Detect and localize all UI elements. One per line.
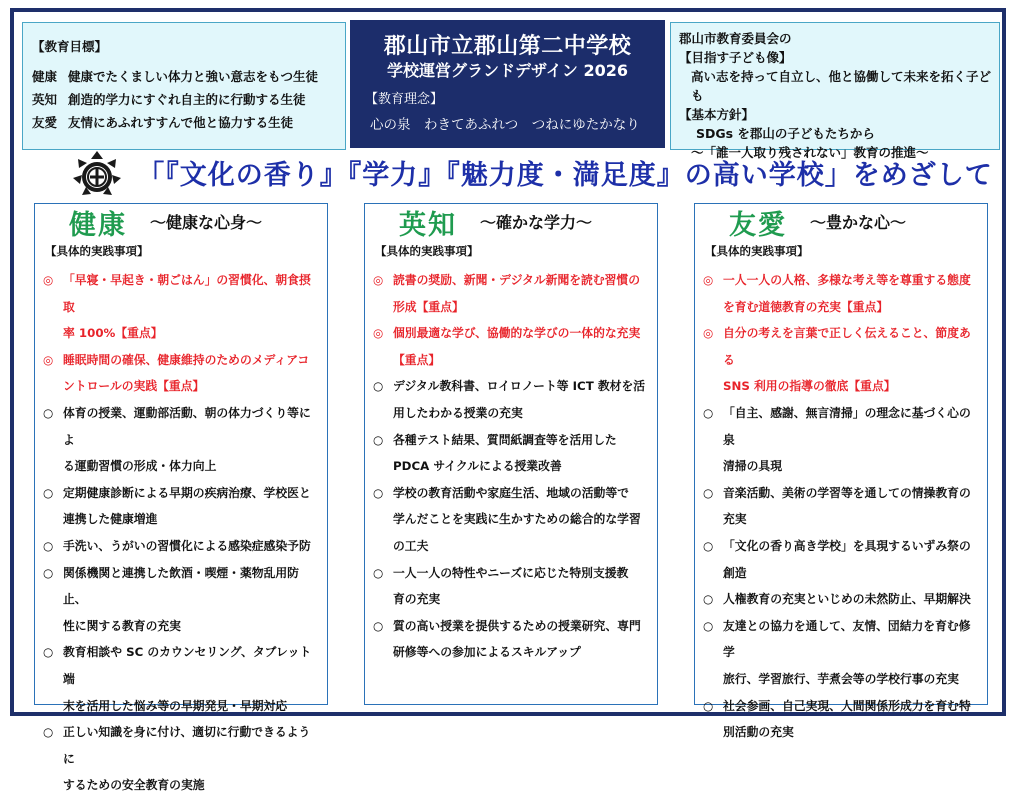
basic-policy-text: SDGs を郡山の子どもたちから (696, 126, 875, 141)
bullet-mark (373, 453, 393, 480)
pillar-subtitle: ～豊かな心～ (810, 213, 907, 232)
column-friendship (694, 203, 988, 740)
bullet-mark: ○ (373, 485, 384, 500)
bullet-mark (43, 506, 63, 533)
pillar-title: 友愛 (729, 210, 787, 241)
bullet-mark (703, 560, 723, 587)
practice-item (703, 480, 981, 507)
bullet-mark: ○ (43, 538, 54, 553)
pillar-title: 英知 (399, 210, 457, 241)
practice-text: 研修等への参加によるスキルアップ (393, 645, 581, 660)
bullet-mark: ◎ (373, 326, 384, 341)
bullet-mark (43, 772, 63, 799)
bullet-mark: ○ (43, 565, 54, 580)
school-name: 郡山市立郡山第二中学校 (383, 34, 632, 59)
board-policy-panel (670, 22, 1000, 160)
bullet-mark (703, 453, 723, 480)
practice-text: 用したわかる授業の充実 (393, 405, 523, 420)
school-slogan: 「『文化の香り』『学力』『魅力度・満足度』の高い学校」をめざして (137, 160, 993, 191)
column-header (35, 204, 327, 241)
practice-item (703, 560, 981, 587)
practice-text: 「自主、感謝、無言清掃」の理念に基づく心の泉 (723, 405, 971, 447)
practice-text: 創造 (723, 565, 747, 580)
goals-heading: 【教育目標】 (32, 39, 108, 54)
practice-label: 【具体的実践事項】 (705, 244, 809, 258)
practice-item (43, 639, 321, 692)
practice-item (43, 506, 321, 533)
goal-item (32, 67, 345, 90)
practice-list (365, 267, 657, 666)
practice-item (373, 613, 651, 640)
bullet-mark (43, 453, 63, 480)
bullet-mark: ○ (703, 405, 714, 420)
practice-item (43, 719, 321, 772)
practice-text: 学校の教育活動や家庭生活、地域の活動等で (393, 485, 629, 500)
practice-text: 友達との協力を通して、友情、団結力を育む修学 (723, 618, 971, 660)
practice-item (43, 533, 321, 560)
bullet-mark: ◎ (703, 326, 714, 341)
practice-text: 連携した健康増進 (63, 512, 158, 527)
bullet-mark (373, 347, 393, 374)
practice-item (43, 560, 321, 613)
practice-list (35, 267, 327, 799)
practice-item (703, 453, 981, 480)
practice-item (703, 613, 981, 666)
practice-text: 充実 (723, 512, 747, 527)
practice-item (373, 294, 651, 321)
bullet-mark (43, 320, 63, 347)
practice-item (43, 772, 321, 799)
practice-item (43, 320, 321, 347)
practice-item (373, 639, 651, 666)
practice-text: 質の高い授業を提供するための授業研究、専門 (393, 618, 641, 633)
practice-item (43, 267, 321, 320)
practice-label: 【具体的実践事項】 (45, 244, 149, 258)
practice-item (373, 453, 651, 480)
practice-item (373, 586, 651, 613)
practice-text: 旅行、学習旅行、芋煮会等の学校行事の充実 (723, 671, 959, 686)
practice-text: 【重点】 (393, 352, 441, 367)
bullet-mark: ○ (43, 645, 54, 660)
goal-item (32, 113, 345, 136)
practice-text: 形成【重点】 (393, 299, 464, 314)
bullet-mark: ◎ (703, 273, 714, 287)
practice-item (373, 427, 651, 454)
bullet-mark: ○ (43, 725, 54, 740)
practice-item (373, 267, 651, 294)
practice-text: 別活動の充実 (723, 725, 794, 740)
practice-text: る運動習慣の形成・体力向上 (63, 459, 217, 474)
practice-text: 清掃の具現 (723, 459, 782, 474)
practice-text: SNS 利用の指導の徹底【重点】 (723, 379, 896, 394)
practice-text: 音楽活動、美術の学習等を通しての情操教育の (723, 485, 971, 500)
goal-item (32, 90, 345, 113)
practice-item (43, 613, 321, 640)
bullet-mark: ○ (373, 432, 384, 447)
education-goals-panel (22, 22, 346, 150)
philosophy-label: 【教育理念】 (365, 92, 444, 107)
basic-policy-subtext: ～「誰一人取り残されない」教育の推進～ (691, 145, 929, 160)
practice-item (373, 320, 651, 347)
practice-item (43, 373, 321, 400)
practice-label: 【具体的実践事項】 (375, 244, 479, 258)
bullet-mark (373, 586, 393, 613)
practice-item (703, 400, 981, 453)
practice-item (703, 666, 981, 693)
practice-text: 学んだことを実践に生かすための総合的な学習 (393, 512, 641, 527)
pillar-subtitle: ～確かな学力～ (480, 213, 593, 232)
practice-text: 率 100%【重点】 (63, 326, 163, 341)
bullet-mark: ○ (373, 379, 384, 394)
bullet-mark: ◎ (43, 273, 54, 287)
bullet-mark (703, 666, 723, 693)
practice-text: 個別最適な学び、協働的な学びの一体的な充実 (393, 326, 641, 341)
bullet-mark (703, 719, 723, 746)
practice-text: 末を活用した悩み等の早期発見・早期対応 (63, 698, 288, 713)
goal-key: 健康 (32, 69, 58, 84)
bullet-mark (373, 400, 393, 427)
practice-item (373, 480, 651, 507)
practice-text: ントロールの実践【重点】 (63, 379, 205, 394)
practice-text: PDCA サイクルによる授業改善 (393, 459, 562, 474)
bullet-mark: ○ (703, 538, 714, 553)
bullet-mark: ○ (703, 592, 714, 607)
bullet-mark: ○ (373, 565, 384, 580)
bullet-mark (703, 373, 723, 400)
document-subtitle: 学校運営グランドデザイン 2026 (387, 61, 628, 80)
pillar-title: 健康 (69, 210, 127, 241)
bullet-mark (703, 506, 723, 533)
practice-item (703, 693, 981, 720)
bullet-mark: ○ (703, 618, 714, 633)
bullet-mark (703, 294, 723, 321)
column-health (34, 203, 328, 793)
practice-text: 定期健康診断による早期の疾病治療、学校医と (63, 485, 311, 500)
practice-text: 「早寝・早起き・朝ごはん」の習慣化、朝食摂取 (63, 273, 311, 314)
practice-item (703, 320, 981, 373)
practice-text: するための安全教育の実施 (63, 778, 205, 793)
pillar-subtitle: ～健康な心身～ (150, 213, 263, 232)
bullet-mark: ◎ (373, 273, 384, 287)
practice-text: 一人一人の特性やニーズに応じた特別支援教 (393, 565, 629, 580)
goal-text: 健康でたくましい体力と強い意志をもつ生徒 (68, 69, 319, 84)
column-header (695, 204, 987, 241)
practice-item (703, 719, 981, 746)
practice-list (695, 267, 987, 746)
bullet-mark: ○ (373, 618, 384, 633)
practice-item (373, 400, 651, 427)
practice-item (703, 373, 981, 400)
bullet-mark: ○ (43, 485, 54, 500)
bullet-mark: ○ (703, 485, 714, 500)
practice-item (43, 480, 321, 507)
bullet-mark (373, 533, 393, 560)
practice-item (703, 506, 981, 533)
practice-text: 読書の奨励、新聞・デジタル新聞を読む習慣の (393, 273, 641, 287)
practice-text: 育の充実 (393, 592, 441, 607)
practice-item (703, 294, 981, 321)
practice-item (373, 560, 651, 587)
practice-item (373, 533, 651, 560)
goal-key: 友愛 (32, 115, 58, 130)
practice-text: 手洗い、うがいの習慣化による感染症感染予防 (63, 538, 311, 553)
board-intro: 郡山市教育委員会の (679, 31, 792, 46)
bullet-mark (43, 373, 63, 400)
practice-item (703, 267, 981, 294)
bullet-mark (43, 693, 63, 720)
practice-text: 社会参画、自己実現、人間関係形成力を育む特 (723, 698, 971, 713)
practice-item (43, 400, 321, 453)
ideal-child-heading: 【目指す子ども像】 (679, 50, 792, 65)
practice-item (43, 693, 321, 720)
column-wisdom (364, 203, 658, 705)
practice-item (373, 373, 651, 400)
practice-text: の工夫 (393, 538, 429, 553)
practice-text: 体育の授業、運動部活動、朝の体力づくり等によ (63, 405, 311, 447)
title-panel (350, 20, 665, 148)
practice-text: 各種テスト結果、質問紙調査等を活用した (393, 432, 617, 447)
practice-item (373, 347, 651, 374)
practice-text: 一人一人の人格、多様な考え等を尊重する態度 (723, 273, 971, 287)
bullet-mark (373, 506, 393, 533)
bullet-mark (373, 294, 393, 321)
practice-text: を育む道徳教育の充実【重点】 (723, 299, 889, 314)
bullet-mark: ○ (43, 405, 54, 420)
practice-item (703, 586, 981, 613)
bullet-mark (43, 613, 63, 640)
goal-text: 創造的学力にすぐれ自主的に行動する生徒 (68, 92, 306, 107)
practice-text: デジタル教科書、ロイロノート等 ICT 教材を活 (393, 379, 646, 394)
philosophy-text: 心の泉 わきてあふれつ つねにゆたかなり (370, 117, 640, 133)
practice-text: 教育相談や SC のカウンセリング、タブレット端 (63, 645, 312, 686)
ideal-child-text: 高い志を持って自立し、他と協働して未来を拓く子ども (691, 69, 992, 103)
bullet-mark: ◎ (43, 352, 54, 367)
practice-item (703, 533, 981, 560)
column-header (365, 204, 657, 241)
practice-item (43, 347, 321, 374)
goal-key: 英知 (32, 92, 58, 107)
practice-text: 睡眠時間の確保、健康維持のためのメディアコ (63, 352, 310, 367)
bullet-mark (373, 639, 393, 666)
practice-text: 自分の考えを言葉で正しく伝えること、節度ある (723, 326, 971, 367)
practice-text: 「文化の香り高き学校」を具現するいずみ祭の (723, 538, 971, 553)
practice-item (373, 506, 651, 533)
practice-text: 人権教育の充実といじめの未然防止、早期解決 (723, 592, 971, 607)
basic-policy-heading: 【基本方針】 (679, 107, 755, 122)
goal-text: 友情にあふれすすんで他と協力する生徒 (68, 115, 294, 130)
school-emblem-icon (72, 150, 122, 200)
practice-text: 正しい知識を身に付け、適切に行動できるように (63, 725, 311, 766)
practice-item (43, 453, 321, 480)
bullet-mark: ○ (703, 698, 714, 713)
practice-text: 関係機関と連携した飲酒・喫煙・薬物乱用防止、 (63, 565, 299, 607)
practice-text: 性に関する教育の充実 (63, 618, 181, 633)
